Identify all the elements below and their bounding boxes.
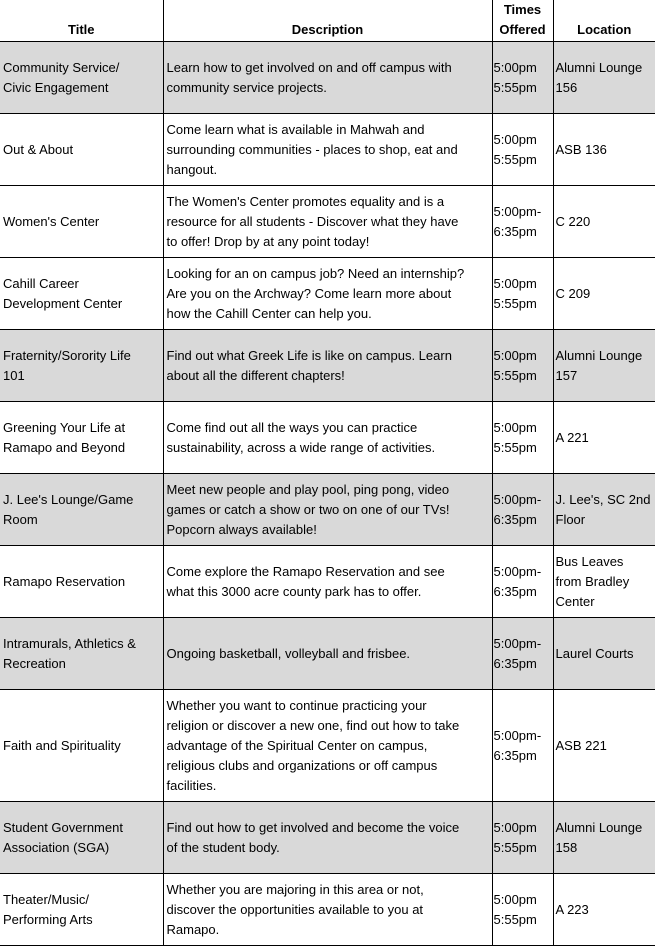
- table-row: [0, 618, 655, 690]
- title-cell-line: Greening Your Life at: [3, 419, 126, 435]
- description-cell-line: Whether you want to continue practicing your: [166, 697, 427, 713]
- location-cell: [553, 186, 655, 258]
- times-cell: [492, 330, 553, 402]
- description-cell-line: Are you on the Archway? Come learn more about: [166, 285, 452, 301]
- description-cell-line: Meet new people and play pool, ping pong, video: [166, 481, 450, 497]
- description-cell-line: about all the different chapters!: [166, 367, 345, 383]
- location-cell: [553, 114, 655, 186]
- location-cell: [553, 474, 655, 546]
- times-cell-line: 5:00pm-: [493, 563, 542, 579]
- table-row: [0, 114, 655, 186]
- location-cell-line: A 223: [555, 901, 589, 917]
- description-cell: [163, 690, 492, 802]
- title-cell: [0, 802, 163, 874]
- times-cell-line: 6:35pm: [493, 223, 537, 239]
- description-cell: [163, 546, 492, 618]
- times-cell-line: 5:55pm: [493, 79, 537, 95]
- location-cell-line: ASB 221: [555, 737, 607, 753]
- header-row: [0, 0, 655, 42]
- title-cell-line: J. Lee's Lounge/Game: [3, 491, 134, 507]
- description-cell-line: resource for all students - Discover what they have: [166, 213, 459, 229]
- description-cell-line: Come explore the Ramapo Reservation and see: [166, 563, 445, 579]
- times-cell-line: 5:00pm-: [493, 635, 542, 651]
- title-cell-line: Recreation: [3, 655, 66, 671]
- description-cell-line: Ongoing basketball, volleyball and frisbee.: [166, 645, 411, 661]
- description-cell-line: Looking for an on campus job? Need an internship?: [166, 265, 465, 281]
- title-cell: [0, 114, 163, 186]
- table-row: [0, 690, 655, 802]
- location-cell-line: Alumni Lounge: [555, 347, 643, 363]
- title-cell: [0, 258, 163, 330]
- location-cell-line: Center: [555, 593, 595, 609]
- times-cell: [492, 402, 553, 474]
- description-cell-line: religious clubs and organizations or off campus: [166, 757, 438, 773]
- table-row: [0, 186, 655, 258]
- title-cell-line: Theater/Music/: [3, 891, 89, 907]
- description-cell: [163, 618, 492, 690]
- title-cell-line: Cahill Career: [3, 275, 79, 291]
- times-cell-line: 5:00pm: [493, 419, 537, 435]
- description-cell: [163, 330, 492, 402]
- times-cell-line: 5:00pm-: [493, 203, 542, 219]
- description-cell-line: Find out what Greek Life is like on campus. Learn: [166, 347, 452, 363]
- location-cell: [553, 874, 655, 946]
- description-cell: [163, 874, 492, 946]
- description-cell-line: what this 3000 acre county park has to offer.: [166, 583, 422, 599]
- title-cell-line: Performing Arts: [3, 911, 93, 927]
- title-cell-line: Intramurals, Athletics &: [3, 635, 136, 651]
- description-cell-line: to offer! Drop by at any point today!: [166, 233, 370, 249]
- times-cell: [492, 186, 553, 258]
- table-row: [0, 330, 655, 402]
- title-cell-line: Out & About: [3, 141, 74, 157]
- title-cell-line: Community Service/: [3, 59, 120, 75]
- title-cell: [0, 42, 163, 114]
- times-cell-line: 5:00pm: [493, 275, 537, 291]
- location-cell: [553, 802, 655, 874]
- title-cell: [0, 874, 163, 946]
- title-cell-line: Ramapo Reservation: [3, 573, 126, 589]
- table-row: [0, 42, 655, 114]
- location-cell-line: 156: [555, 79, 578, 95]
- location-cell: [553, 258, 655, 330]
- times-cell: [492, 618, 553, 690]
- description-cell: [163, 258, 492, 330]
- times-cell: [492, 258, 553, 330]
- title-cell: [0, 474, 163, 546]
- title-cell: [0, 402, 163, 474]
- table-row: [0, 258, 655, 330]
- times-cell: [492, 42, 553, 114]
- title-cell-line: Association (SGA): [3, 839, 110, 855]
- header-times-offered: Times Offered: [492, 0, 553, 42]
- location-cell-line: Alumni Lounge: [555, 819, 643, 835]
- times-cell: [492, 690, 553, 802]
- location-cell-line: Alumni Lounge: [555, 59, 643, 75]
- description-cell-line: Popcorn always available!: [166, 521, 317, 537]
- location-cell-line: C 220: [555, 213, 591, 229]
- description-cell: [163, 186, 492, 258]
- description-cell: [163, 802, 492, 874]
- location-cell-line: ASB 136: [555, 141, 607, 157]
- description-cell-line: sustainability, across a wide range of activities.: [166, 439, 436, 455]
- description-cell-line: community service projects.: [166, 79, 327, 95]
- title-cell-line: Civic Engagement: [3, 79, 109, 95]
- description-cell-line: Whether you are majoring in this area or not,: [166, 881, 424, 897]
- description-cell: [163, 42, 492, 114]
- header-description: Description: [163, 0, 492, 42]
- times-cell-line: 6:35pm: [493, 747, 537, 763]
- location-cell: [553, 618, 655, 690]
- times-cell: [492, 114, 553, 186]
- title-cell-line: Student Government: [3, 819, 123, 835]
- location-cell-line: A 221: [555, 429, 589, 445]
- location-cell: [553, 330, 655, 402]
- times-cell-line: 5:55pm: [493, 367, 537, 383]
- times-cell-line: 5:00pm: [493, 819, 537, 835]
- location-cell-line: Floor: [555, 511, 586, 527]
- table-row: [0, 874, 655, 946]
- times-cell: [492, 874, 553, 946]
- description-cell-line: facilities.: [166, 777, 217, 793]
- title-cell: [0, 618, 163, 690]
- description-cell-line: Come learn what is available in Mahwah and: [166, 121, 425, 137]
- title-cell: [0, 546, 163, 618]
- table-body: [0, 42, 655, 946]
- times-cell-line: 5:55pm: [493, 295, 537, 311]
- location-cell: [553, 690, 655, 802]
- description-cell-line: hangout.: [166, 161, 218, 177]
- location-cell: [553, 402, 655, 474]
- location-cell: [553, 546, 655, 618]
- times-cell-line: 6:35pm: [493, 655, 537, 671]
- times-cell-line: 5:55pm: [493, 439, 537, 455]
- header-location: Location: [553, 0, 655, 42]
- times-cell-line: 5:00pm: [493, 891, 537, 907]
- times-cell-line: 6:35pm: [493, 511, 537, 527]
- description-cell-line: Find out how to get involved and become the voice: [166, 819, 460, 835]
- description-cell: [163, 114, 492, 186]
- description-cell-line: Learn how to get involved on and off campus with: [166, 59, 452, 75]
- description-cell-line: of the student body.: [166, 839, 280, 855]
- location-cell-line: Laurel Courts: [555, 645, 634, 661]
- description-cell-line: Ramapo.: [166, 921, 220, 937]
- location-cell-line: 158: [555, 839, 578, 855]
- table-row: [0, 474, 655, 546]
- description-cell-line: The Women's Center promotes equality and is a: [166, 193, 445, 209]
- times-cell-line: 5:00pm: [493, 347, 537, 363]
- location-cell-line: from Bradley: [555, 573, 630, 589]
- location-cell: [553, 42, 655, 114]
- title-cell-line: Faith and Spirituality: [3, 737, 121, 753]
- location-cell-line: C 209: [555, 285, 591, 301]
- title-cell-line: Ramapo and Beyond: [3, 439, 126, 455]
- times-cell: [492, 802, 553, 874]
- description-cell-line: discover the opportunities available to you at: [166, 901, 424, 917]
- location-cell-line: 157: [555, 367, 578, 383]
- location-cell-line: J. Lee's, SC 2nd: [555, 491, 651, 507]
- description-cell-line: surrounding communities - places to shop, eat and: [166, 141, 458, 157]
- table-row: [0, 402, 655, 474]
- table-row: [0, 802, 655, 874]
- times-cell-line: 5:00pm-: [493, 491, 542, 507]
- title-cell-line: Room: [3, 511, 38, 527]
- description-cell-line: advantage of the Spiritual Center on campus,: [166, 737, 428, 753]
- title-cell-line: Development Center: [3, 295, 123, 311]
- times-cell-line: 5:55pm: [493, 911, 537, 927]
- title-cell: [0, 186, 163, 258]
- description-cell-line: games or catch a show or two on one of our TVs!: [166, 501, 450, 517]
- times-cell: [492, 474, 553, 546]
- description-cell-line: religion or discover a new one, find out how to take: [166, 717, 460, 733]
- times-cell-line: 6:35pm: [493, 583, 537, 599]
- times-cell-line: 5:00pm-: [493, 727, 542, 743]
- title-cell: [0, 690, 163, 802]
- times-cell-line: 5:55pm: [493, 839, 537, 855]
- table-row: [0, 546, 655, 618]
- title-cell: [0, 330, 163, 402]
- title-cell-line: 101: [3, 367, 25, 383]
- times-cell: [492, 546, 553, 618]
- times-cell-line: 5:00pm: [493, 131, 537, 147]
- description-cell: [163, 474, 492, 546]
- times-cell-line: 5:55pm: [493, 151, 537, 167]
- title-cell-line: Fraternity/Sorority Life: [3, 347, 131, 363]
- times-cell-line: 5:00pm: [493, 59, 537, 75]
- description-cell: [163, 402, 492, 474]
- description-cell-line: Come find out all the ways you can practice: [166, 419, 418, 435]
- description-cell-line: how the Cahill Center can help you.: [166, 305, 372, 321]
- title-cell-line: Women's Center: [3, 213, 100, 229]
- header-title: Title: [0, 0, 163, 42]
- location-cell-line: Bus Leaves: [555, 553, 624, 569]
